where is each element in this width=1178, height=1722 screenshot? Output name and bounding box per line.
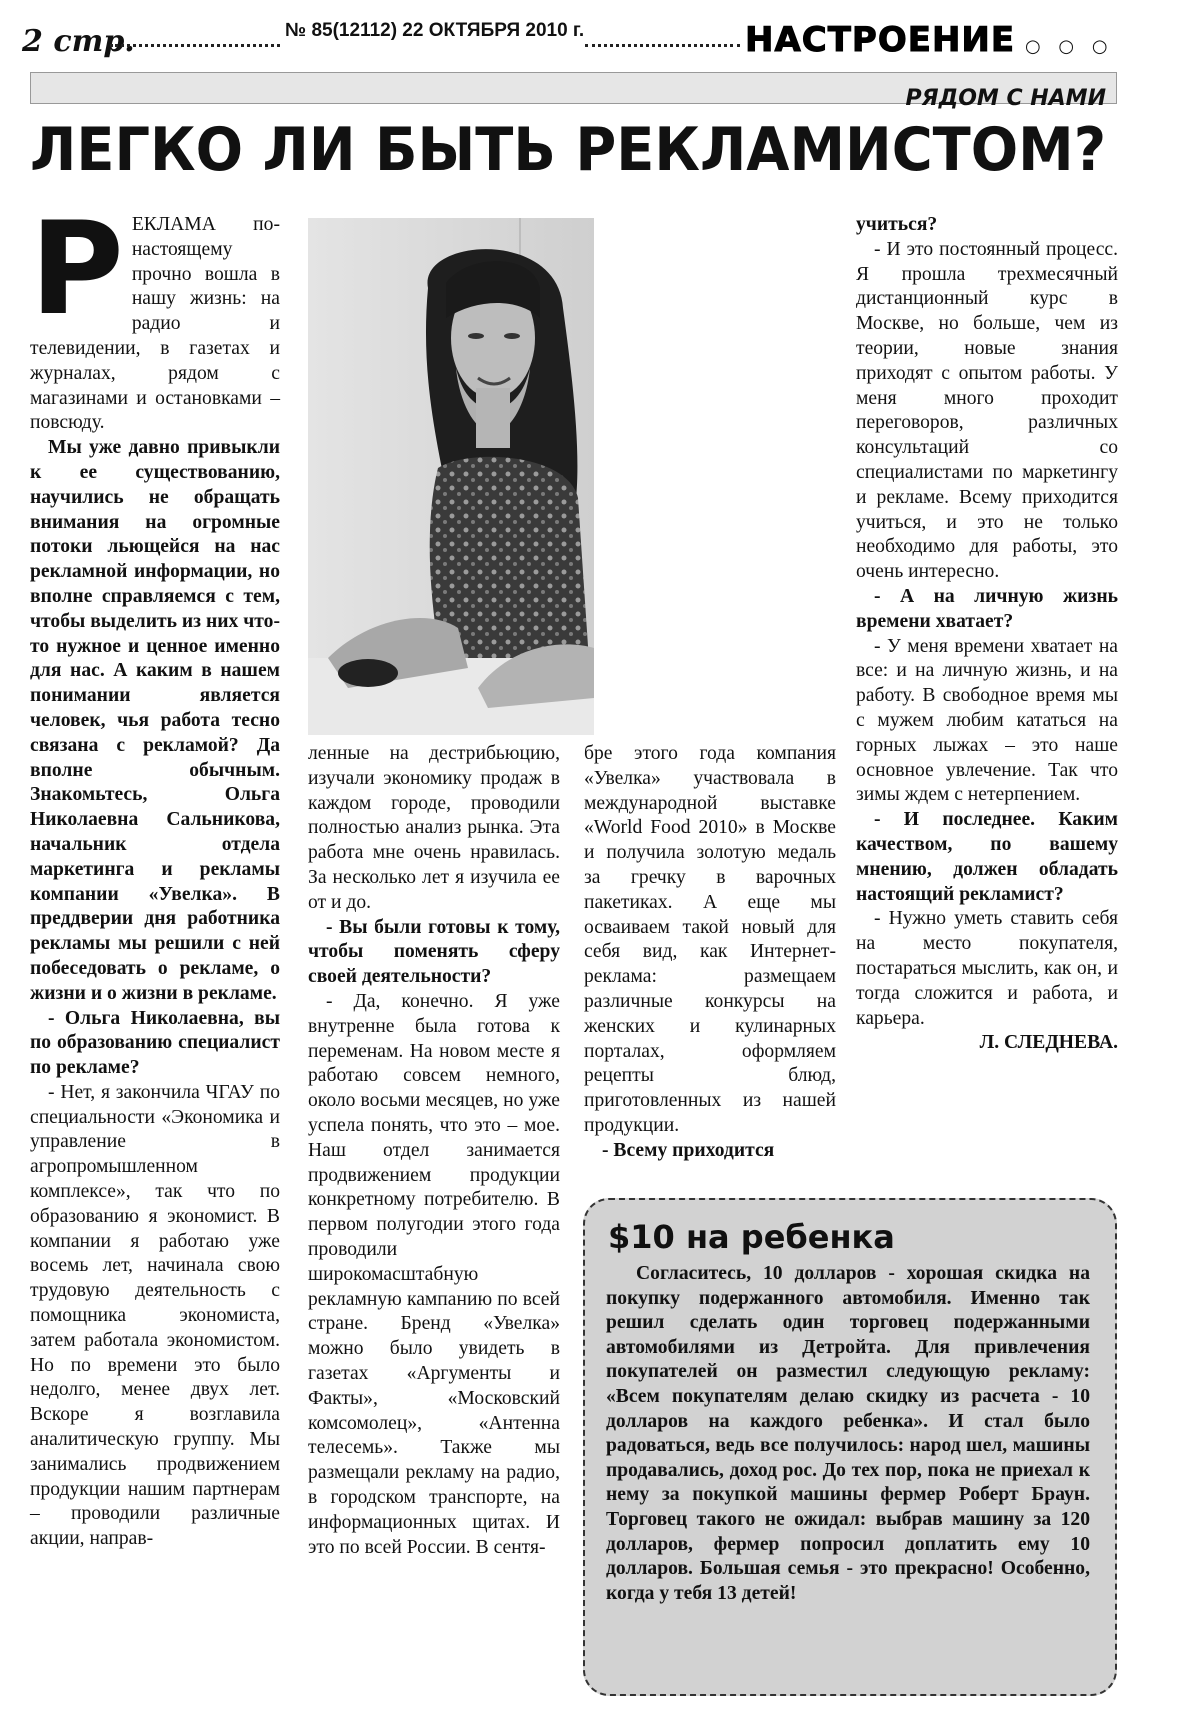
question-5: - И последнее. Каким качеством, по вашему мнению, должен обладать настоящий рекламист? — [856, 809, 1118, 905]
answer-3: - И это постоянный процесс. Я прошла трехмесячный дистанционный курс в Москве, но больше, чем из теории, новые знания приходят с опытом работы. У меня много проходит переговоров, различных консультаций со специалистами по маркетингу и рекламе. Всему приходится учиться, и это не только необходимо для работы, это очень интересно. — [856, 238, 1118, 583]
answer-5: - Нужно уметь ставить себя на место покупателя, постараться мыслить, как он, и тогда сложится и работа, и карьера. — [856, 908, 1118, 1029]
portrait-photo — [308, 218, 594, 735]
lead-paragraph: Мы уже давно привыкли к ее существованию, научились не обращать внимания на огромные потоки льющейся на нас рекламной информации, но вполне справляемся с тем, чтобы выделить из них что-то нужное и ценное именно для нас. А каким в нашем понимании является человек, чья работа тесно связана с рекламой? Да вполне обычным. Знакомьтесь, Ольга Николаевна Сальникова, начальник отдела маркетинга и рекламы компании «Увелка». В преддверии дня работника рекламы мы решили с ней побеседовать о рекламе, о жизни и о жизни в рекламе. — [30, 437, 280, 1004]
question-2: - Вы были готовы к тому, чтобы поменять сферу своей деятельности? — [308, 916, 560, 988]
question-4: - А на личную жизнь времени хватает? — [856, 585, 1118, 632]
rubric-title: НАСТРОЕНИЕ — [745, 20, 1016, 60]
rubric-dots: ○ ○ ○ — [1025, 36, 1114, 57]
answer-4: - У меня времени хватает на все: и на личную жизнь, и на работу. В свободное время мы с мужем любим кататься на горных лыжах – это наше основное увлечение. Так что зимы ждем с нетерпением. — [856, 635, 1118, 806]
header-rule-right — [585, 44, 740, 47]
header-rule-left — [110, 44, 280, 47]
drop-cap: Р — [30, 195, 124, 344]
intro-paragraph: ЕКЛАМА по-настоящему прочно вошла в нашу жизнь: на радио и телевидении, в газетах и журналах, рядом с магазинами и остановками – повсюду. — [30, 214, 280, 434]
answer-1: - Нет, я закончила ЧГАУ по специальности «Экономика и управление в агропромышленном комплексе», так что по образованию я экономист. В компании я работаю уже восемь лет, начинала свою трудовую деятельность с помощника экономиста, затем работала экономистом. Но по времени это было недолго, менее двух лет. Вскоре я возглавила аналитическую группу. Мы занимались продвижением продукции нашим партнерам – проводили различные акции, направ- — [30, 1081, 280, 1550]
column-2 — [308, 742, 560, 1560]
answer-2-continued: бре этого года компания «Увелка» участвовала в международной выставке «World Food 2010» в Москве и получила золотую медаль за гречку в варочных пакетиках. А еще мы осваиваем такой новый для себя вид, как Интернет-реклама: размещаем различные конкурсы на женских и кулинарных порталах, оформляем рецепты блюд, приготовленных из нашей продукции. — [584, 743, 836, 1136]
question-3-start: - Всему приходится — [602, 1139, 775, 1161]
page-number: 2 стр. — [22, 24, 135, 59]
sidebar-title: $10 на ребенка — [608, 1218, 895, 1256]
subrubric: РЯДОМ С НАМИ — [905, 86, 1106, 111]
sidebar-text-block — [606, 1262, 1090, 1606]
author-signature: Л. СЛЕДНЕВА. — [979, 1032, 1118, 1054]
column-3 — [584, 742, 836, 1164]
issue-info: № 85(12112) 22 ОКТЯБРЯ 2010 г. — [285, 20, 585, 41]
question-3-end: учиться? — [856, 214, 938, 235]
column-4 — [856, 213, 1118, 1056]
question-1: - Ольга Николаевна, вы по образованию специалист по рекламе? — [30, 1007, 280, 1079]
answer-2: - Да, конечно. Я уже внутренне была готова к переменам. На новом месте я работаю совсем немного, около восьми месяцев, но уже успела понять, что это – мое. Наш отдел занимается продвижением продукции конкретному потребителю. В первом полугодии этого года проводили широкомасштабную рекламную кампанию по всей стране. Бренд «Увелка» можно было увидеть в газетах «Аргументы и Факты», «Московский комсомолец», «Антенна телесемь». Также мы размещали рекламу на радио, в городском транспорте, на информационных щитах. И это по всей России. В сентя- — [308, 990, 560, 1558]
sidebar-text: Согласитесь, 10 долларов - хорошая скидка на покупку подержанного автомобиля. Именно так решил сделать один торговец подержанными автомобилями из Детройта. Для привлечения покупателей он разместил следующую рекламу: «Всем покупателям делаю скидку из расчета - 10 долларов на каждого ребенка». И стал было радоваться, ведь все получилось: народ шел, машины продавались, доход рос. До тех пор, пока не приехал к нему за покупкой машины фермер Роберт Браун. Торговец такого не ожидал: выбрав машину за 120 долларов, фермер попросил доплатить ему 10 долларов. Большая семья - это прекрасно! Особенно, когда у тебя 13 детей! — [606, 1263, 1090, 1604]
column-1 — [30, 195, 280, 1552]
answer-1-continued: ленные на дестрибьюцию, изучали экономику продаж в каждом городе, проводили полностью анализ рынка. Эта работа мне очень нравилась. За несколько лет я изучила ее от и до. — [308, 743, 560, 913]
article-headline: ЛЕГКО ЛИ БЫТЬ РЕКЛАМИСТОМ? — [30, 115, 1107, 185]
